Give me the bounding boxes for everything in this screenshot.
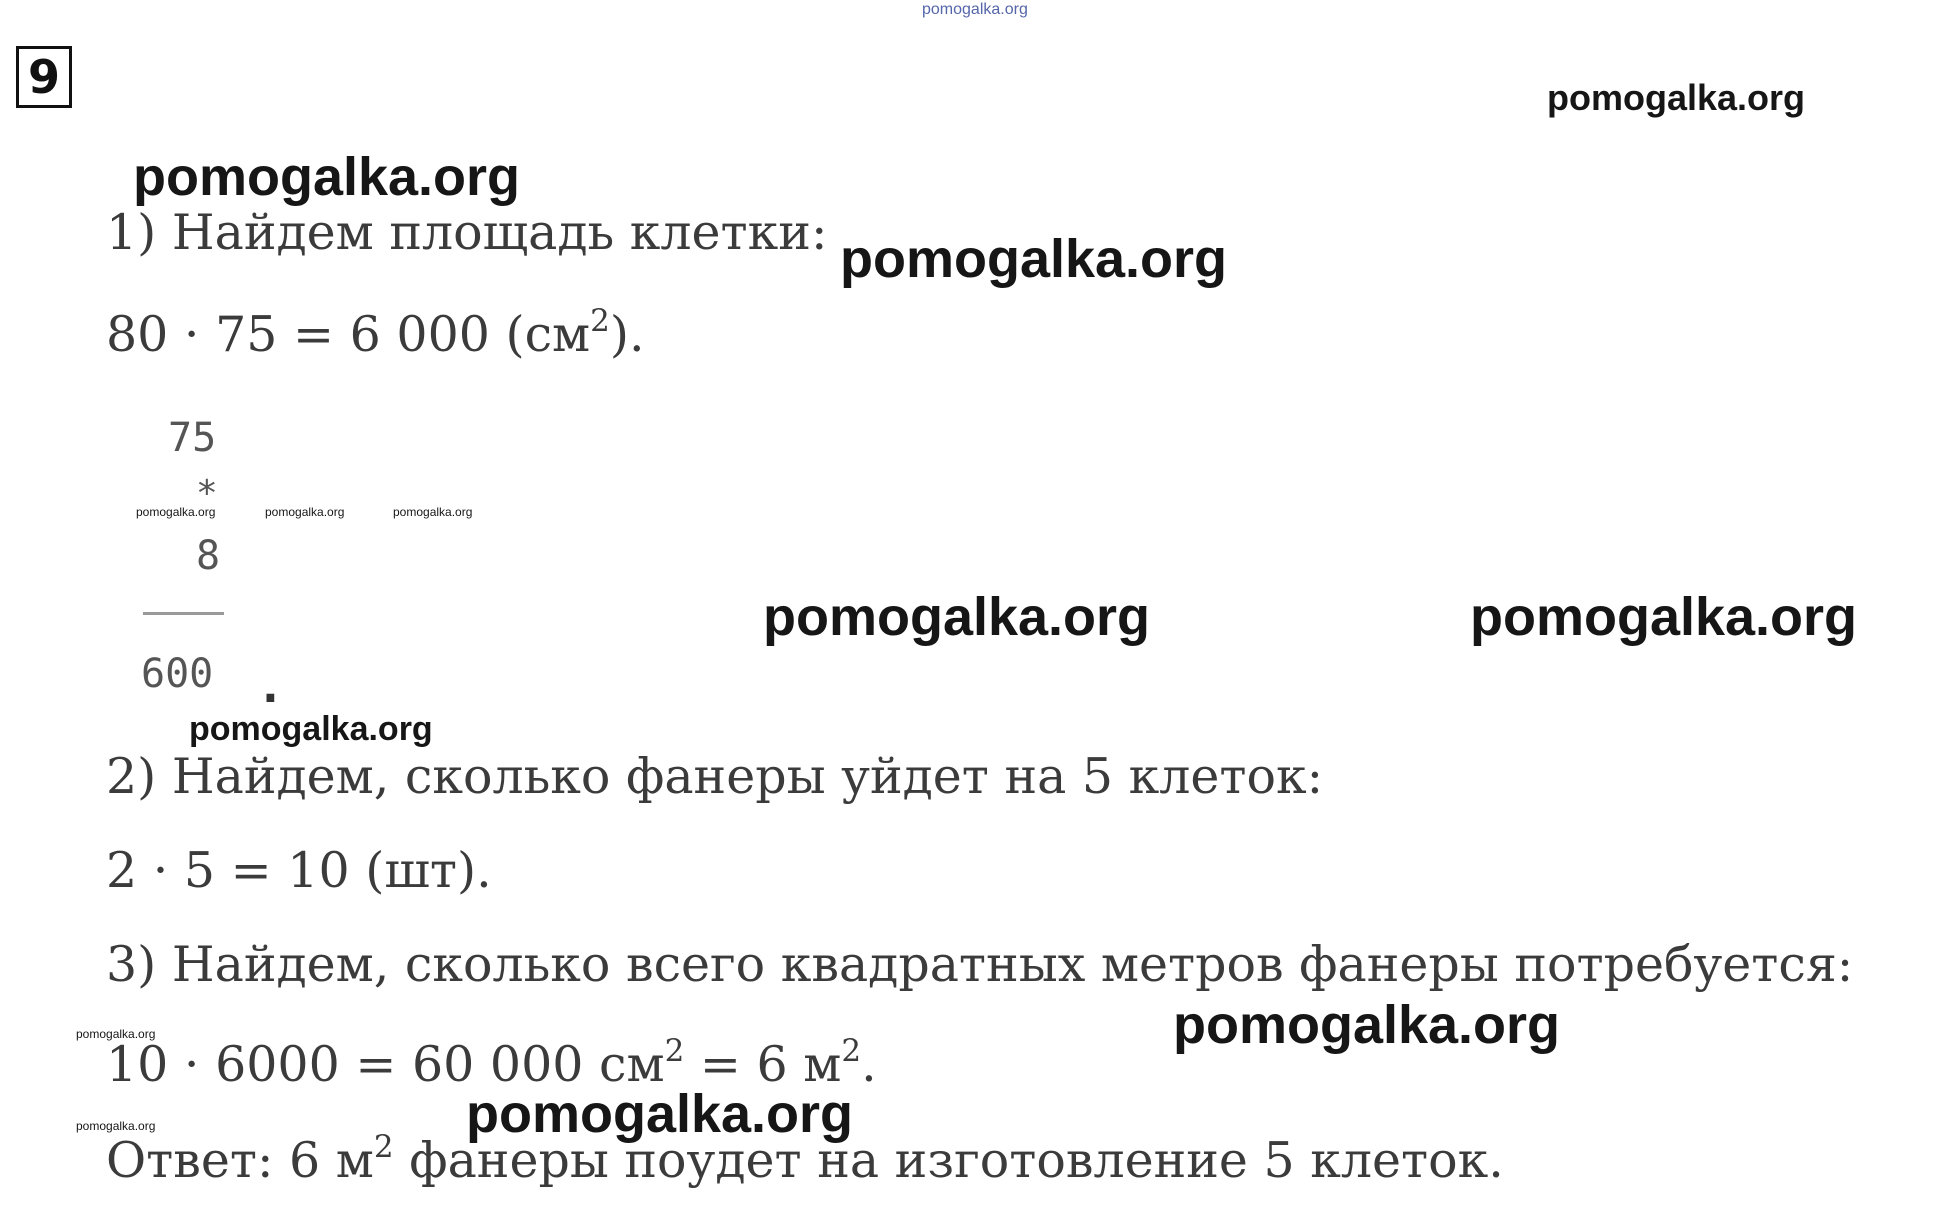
answer-part-a: Ответ: 6 м xyxy=(106,1132,374,1189)
column-top-number: 75 xyxy=(168,415,217,461)
watermark: pomogalka.org xyxy=(1470,587,1858,647)
watermark-top: pomogalka.org xyxy=(922,1,1028,18)
exponent: 2 xyxy=(590,303,610,339)
column-operator: * xyxy=(196,473,218,514)
exponent: 2 xyxy=(373,1129,394,1165)
step-1-text: 1) Найдем площадь клетки: xyxy=(106,204,828,261)
watermark: pomogalka.org xyxy=(840,229,1228,289)
equation-part-b: = 6 м xyxy=(684,1036,842,1093)
watermark: pomogalka.org xyxy=(133,147,521,207)
step-3-text: 3) Найдем, сколько всего квадратных метров фанеры потребуется: xyxy=(106,936,1854,993)
watermark: pomogalka.org xyxy=(1173,995,1561,1055)
equation-main: 80 · 75 = 6 000 (см xyxy=(106,306,591,363)
equation-end: . xyxy=(861,1036,877,1093)
watermark-small: pomogalka.org xyxy=(393,505,473,519)
equation-part-a: 10 · 6000 = 60 000 см xyxy=(106,1036,665,1093)
problem-number-box: 9 xyxy=(16,46,72,108)
column-result: 600 xyxy=(141,651,214,697)
step-3-equation xyxy=(106,1033,877,1093)
watermark: pomogalka.org xyxy=(763,587,1151,647)
exponent: 2 xyxy=(664,1033,685,1069)
watermark-small: pomogalka.org xyxy=(265,505,345,519)
answer-part-b: фанеры поудет на изготовление 5 клеток. xyxy=(393,1132,1504,1189)
step-2-text: 2) Найдем, сколько фанеры уйдет на 5 клеток: xyxy=(106,748,1324,805)
answer-text xyxy=(106,1129,1504,1189)
step-2-equation: 2 · 5 = 10 (шт). xyxy=(106,842,492,899)
column-rule xyxy=(143,612,224,615)
step-1-equation xyxy=(106,303,645,363)
column-multiplier: 8 xyxy=(196,533,221,579)
watermark-small: pomogalka.org xyxy=(76,1119,156,1133)
column-trailing-dot: . xyxy=(262,662,279,713)
watermark: pomogalka.org xyxy=(1547,77,1806,118)
watermark: pomogalka.org xyxy=(189,710,433,748)
equation-end: ). xyxy=(609,306,645,363)
watermark-small: pomogalka.org xyxy=(76,1027,156,1041)
exponent: 2 xyxy=(841,1033,862,1069)
watermark-small: pomogalka.org xyxy=(136,505,216,519)
watermark: pomogalka.org xyxy=(466,1084,854,1144)
